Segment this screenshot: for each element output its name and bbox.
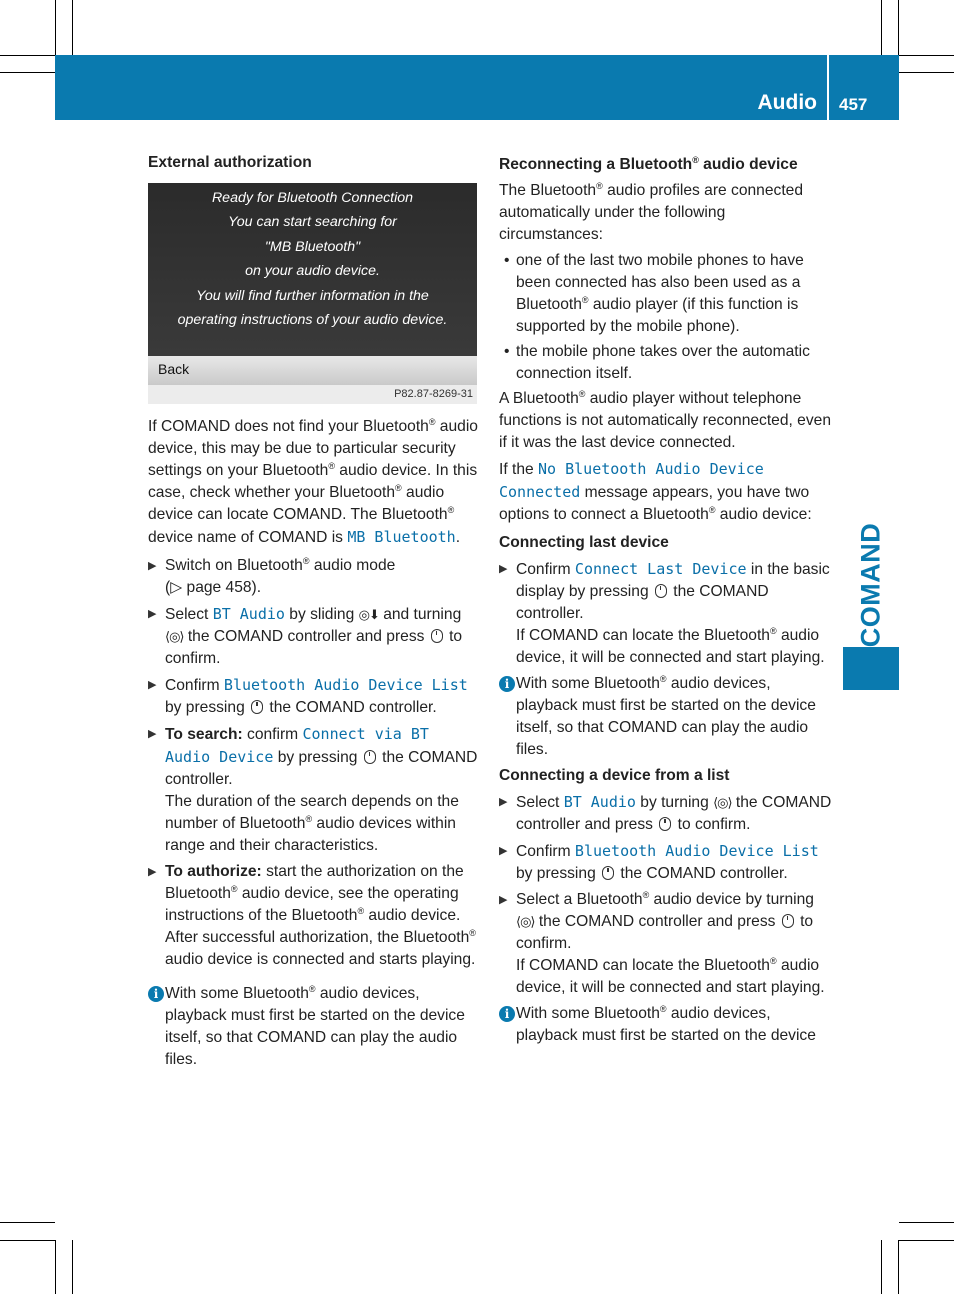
controller-press-icon xyxy=(655,584,667,598)
controller-press-icon xyxy=(364,750,376,764)
intro-paragraph: If COMAND does not find your Bluetooth® audio device, this may be due to particular security settings on your Bluetooth® audio device. In this case, check whether your Bluetooth® audio device can locate COMAND. The Bluetooth® device name of COMAND is MB Bluetooth. xyxy=(148,416,478,546)
device-name-code: MB Bluetooth xyxy=(347,528,456,546)
step-select-device: ▶ Select a Bluetooth® audio device by turning ⟨◎⟩ the COMAND controller and press to confirm. If COMAND can locate the Bluetooth® audio device, it will be connected and start playing. xyxy=(499,889,825,996)
image-ref-code: P82.87-8269-31 xyxy=(394,388,473,400)
step-switch-on: ▶ Switch on Bluetooth® audio mode (▷ page 458). xyxy=(148,555,396,596)
step-authorize: ▶ To authorize: start the authorization on the Bluetooth® audio device, see the operating instructions of the Bluetooth® audio device. After successful authorization, the Bluetooth® audio device is connected and starts playing. xyxy=(148,863,476,968)
section-heading: Connecting last device xyxy=(499,534,669,551)
step-connect-last: ▶ Confirm Connect Last Device in the basic display by pressing the COMAND controller. If COMAND can locate the Bluetooth® audio device, it will be connected and start playing. xyxy=(499,560,830,666)
screen-line: "MB Bluetooth" xyxy=(264,238,361,255)
controller-slide-icon: ◎⬇ xyxy=(358,607,379,622)
crop-mark xyxy=(881,1240,882,1294)
crop-mark xyxy=(899,55,954,56)
info-icon: i xyxy=(148,986,164,1002)
side-tab-label: COMAND xyxy=(855,522,886,648)
step-confirm-list: ▶ Confirm Bluetooth Audio Device List by pressing the COMAND controller. xyxy=(148,676,468,716)
crop-mark xyxy=(899,1222,954,1223)
screen-line: on your audio device. xyxy=(245,263,380,280)
crop-mark xyxy=(0,55,55,56)
info-icon: i xyxy=(499,1006,515,1022)
section-heading: Reconnecting a Bluetooth® audio device xyxy=(499,154,798,173)
screen-line: You can start searching for xyxy=(228,214,397,231)
controller-press-icon xyxy=(782,914,794,928)
section-title: Audio xyxy=(757,91,817,114)
screen-line: operating instructions of your audio device. xyxy=(177,312,448,329)
screen-message xyxy=(148,183,477,356)
side-tab-marker xyxy=(843,647,899,690)
screen-menu-bar xyxy=(148,356,477,385)
arrow-icon: ▶ xyxy=(499,845,508,857)
info-note: i With some Bluetooth® audio devices, playback must first be started on the device xyxy=(499,1003,832,1047)
crop-mark xyxy=(72,0,73,55)
crop-mark xyxy=(55,0,56,55)
arrow-icon: ▶ xyxy=(148,608,157,620)
page-number: 457 xyxy=(839,95,868,114)
info-note: i With some Bluetooth® audio devices, playback must first be started on the device itself, so that COMAND can play the audio files. xyxy=(148,983,481,1071)
arrow-icon: ▶ xyxy=(499,563,508,575)
list-item: • the mobile phone takes over the automatic connection itself. xyxy=(504,343,810,382)
crop-mark xyxy=(0,72,55,73)
arrow-icon: ▶ xyxy=(148,560,157,572)
step-confirm-list: ▶ Confirm Bluetooth Audio Device List by pressing the COMAND controller. xyxy=(499,842,819,882)
step-select-bt-audio: ▶ Select BT Audio by sliding ◎⬇ and turning ⟨◎⟩ the COMAND controller and press to confirm. xyxy=(148,605,463,667)
controller-press-icon xyxy=(659,817,671,831)
crop-mark xyxy=(898,0,899,55)
arrow-icon: ▶ xyxy=(499,894,508,906)
display-screenshot xyxy=(148,183,477,404)
crop-mark xyxy=(898,1240,899,1294)
header-divider xyxy=(827,55,829,120)
back-label: Back xyxy=(158,361,190,377)
controller-turn-icon: ⟨◎⟩ xyxy=(516,914,535,929)
screen-line: Ready for Bluetooth Connection xyxy=(211,190,414,206)
arrow-icon: ▶ xyxy=(148,679,157,691)
controller-press-icon xyxy=(602,866,614,880)
arrow-icon: ▶ xyxy=(148,866,157,878)
crop-mark xyxy=(881,0,882,55)
info-note: i With some Bluetooth® audio devices, playback must first be started on the device itself, so that COMAND can play the audio files. xyxy=(499,673,832,761)
crop-mark xyxy=(55,1240,56,1294)
controller-press-icon xyxy=(431,629,443,643)
arrow-icon: ▶ xyxy=(499,796,508,808)
left-column-body xyxy=(148,416,481,1075)
paragraph: A Bluetooth® audio player without telephone functions is not automatically reconnected, even if it was the last device connected. xyxy=(499,388,831,451)
page-header xyxy=(55,55,899,120)
crop-mark xyxy=(899,72,954,73)
info-icon: i xyxy=(499,676,515,692)
crop-mark xyxy=(0,1240,55,1241)
controller-turn-icon: ⟨◎⟩ xyxy=(165,629,184,644)
section-heading: External authorization xyxy=(148,154,312,171)
step-search: ▶ To search: confirm Connect via BT Audio Device by pressing the COMAND controller. The duration of the search depends on the number of Bluetooth® audio devices within range and their characteristics. xyxy=(148,725,478,854)
paragraph: The Bluetooth® audio profiles are connected automatically under the following circumstances: xyxy=(499,180,804,243)
left-column xyxy=(148,152,481,178)
crop-mark xyxy=(0,1222,55,1223)
controller-press-icon xyxy=(251,700,263,714)
arrow-icon: ▶ xyxy=(148,728,157,740)
list-item: • one of the last two mobile phones to have been connected has also been used as a Bluetooth® audio player (if this function is supported by the mobile phone). xyxy=(504,252,804,335)
right-column xyxy=(499,154,832,1051)
step-select-bt-audio: ▶ Select BT Audio by turning ⟨◎⟩ the COMAND controller and press to confirm. xyxy=(499,793,832,833)
screen-line: You will find further information in the xyxy=(196,287,429,304)
paragraph: If the No Bluetooth Audio Device Connected message appears, you have two options to connect a Bluetooth® audio device: xyxy=(499,460,812,523)
section-heading: Connecting a device from a list xyxy=(499,767,730,784)
controller-turn-icon: ⟨◎⟩ xyxy=(713,795,732,810)
crop-mark xyxy=(899,1240,954,1241)
crop-mark xyxy=(72,1240,73,1294)
